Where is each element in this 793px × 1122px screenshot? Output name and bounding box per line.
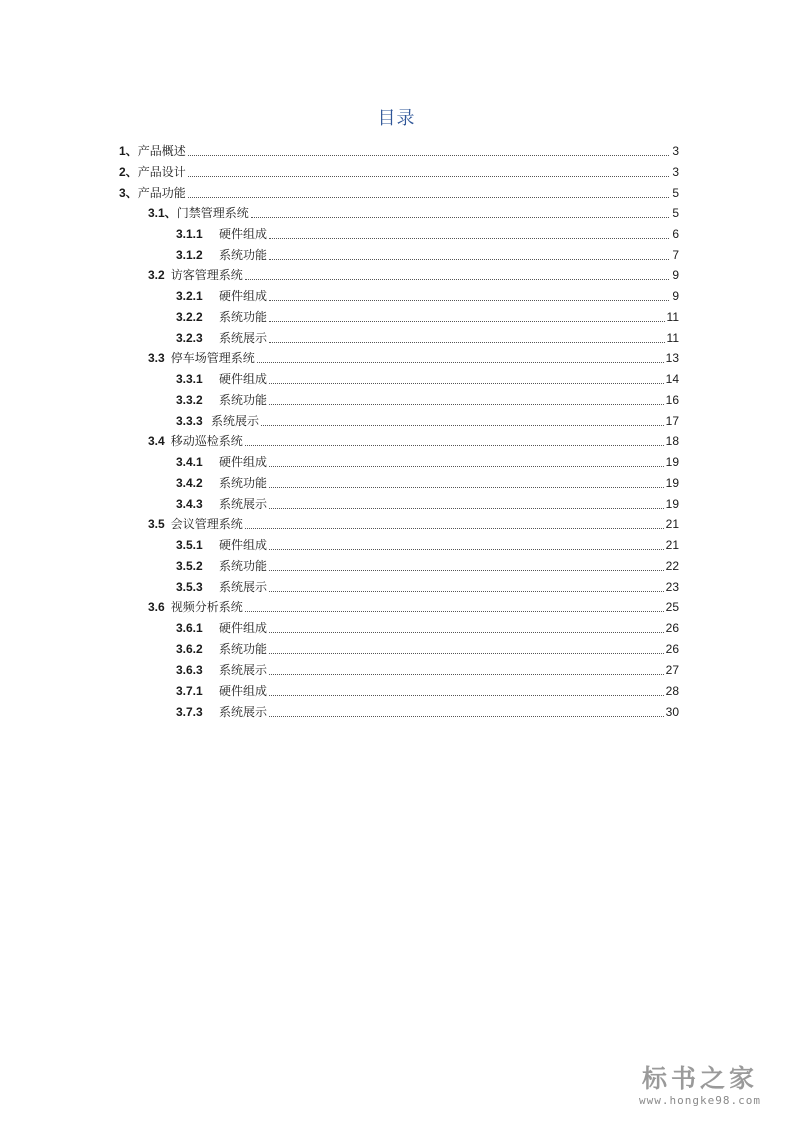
- toc-entry-number: 3.6: [148, 600, 165, 614]
- toc-entry[interactable]: [176, 658, 679, 678]
- toc-entry-label: 产品功能: [137, 186, 186, 200]
- toc-entry-label: 系统功能: [219, 310, 268, 324]
- toc-leader-dots: [269, 631, 664, 633]
- toc-leader-dots: [269, 320, 665, 322]
- toc-entry[interactable]: [148, 201, 679, 221]
- toc-entry[interactable]: [148, 512, 679, 532]
- toc-entry[interactable]: [148, 429, 679, 449]
- toc-leader-dots: [269, 465, 664, 467]
- toc-entry-number: 3.3.2: [176, 393, 203, 407]
- toc-entry-page: 11: [666, 331, 679, 345]
- toc-entry[interactable]: [176, 492, 679, 512]
- toc-entry-label: 硬件组成: [219, 289, 268, 303]
- toc-entry[interactable]: [176, 471, 679, 491]
- toc-entry-number: 3.1.2: [176, 248, 203, 262]
- toc-entry-page: 19: [665, 497, 679, 511]
- toc-entry[interactable]: [176, 222, 679, 242]
- toc-entry-page: 28: [665, 684, 679, 698]
- toc-entry-number: 3.6.2: [176, 642, 203, 656]
- toc-entry[interactable]: [176, 616, 679, 636]
- toc-entry-label: 系统功能: [219, 393, 268, 407]
- toc-entry-page: 18: [665, 434, 679, 448]
- toc-entry[interactable]: [176, 554, 679, 574]
- toc-entry-number: 3.6.3: [176, 663, 203, 677]
- toc-entry-label: 会议管理系统: [170, 517, 243, 531]
- toc-entry-page: 11: [666, 310, 679, 324]
- toc-entry-page: 9: [672, 268, 679, 282]
- toc-entry-number: 3.5.1: [176, 538, 203, 552]
- watermark-title: 标书之家: [641, 1064, 758, 1093]
- toc-leader-dots: [251, 216, 669, 218]
- toc-entry-number: 1、: [119, 144, 138, 158]
- toc-leader-dots: [188, 175, 669, 177]
- toc-entry-number: 3.2.2: [176, 310, 203, 324]
- toc-entry-number: 3.5.2: [176, 559, 203, 573]
- toc-entry[interactable]: [148, 595, 679, 615]
- toc-entry-number: 2、: [119, 165, 138, 179]
- toc-entry-page: 9: [672, 289, 679, 303]
- toc-entry[interactable]: [176, 326, 679, 346]
- toc-entry[interactable]: [176, 367, 679, 387]
- toc-entry-label: 系统功能: [219, 476, 268, 490]
- toc-title: 目录: [377, 108, 416, 129]
- toc-leader-dots: [269, 715, 664, 717]
- toc-leader-dots: [269, 382, 664, 384]
- toc-entry-page: 22: [665, 559, 679, 573]
- toc-entry-page: 3: [672, 165, 679, 179]
- toc-entry-page: 27: [665, 663, 679, 677]
- toc-leader-dots: [261, 424, 664, 426]
- toc-entry-label: 硬件组成: [219, 372, 268, 386]
- toc-entry-page: 17: [665, 414, 679, 428]
- toc-entry-label: 硬件组成: [219, 455, 268, 469]
- toc-entry-page: 23: [665, 580, 679, 594]
- toc-entry-page: 30: [665, 705, 679, 719]
- toc-leader-dots: [269, 673, 664, 675]
- toc-entry-label: 门禁管理系统: [176, 206, 249, 220]
- toc-entry[interactable]: [176, 243, 679, 263]
- toc-entry-label: 硬件组成: [219, 621, 268, 635]
- toc-entry-page: 5: [672, 186, 679, 200]
- toc-entry[interactable]: [176, 700, 679, 720]
- toc-entry-number: 3.2: [148, 268, 165, 282]
- toc-entry-label: 产品概述: [137, 144, 186, 158]
- toc-entry[interactable]: [176, 637, 679, 657]
- toc-entry[interactable]: [176, 450, 679, 470]
- toc-entry-number: 3.7.1: [176, 684, 203, 698]
- toc-entry-number: 3.3.1: [176, 372, 203, 386]
- toc-entry-label: 系统展示: [219, 705, 268, 719]
- toc-entry-page: 19: [665, 455, 679, 469]
- toc-entry[interactable]: [119, 139, 679, 159]
- toc-entry-page: 21: [665, 538, 679, 552]
- watermark-url: www.hongke98.com: [639, 1094, 761, 1107]
- toc-leader-dots: [269, 652, 664, 654]
- toc-entry-page: 14: [665, 372, 679, 386]
- toc-entry[interactable]: [148, 346, 679, 366]
- toc-entry[interactable]: [176, 284, 679, 304]
- toc-leader-dots: [269, 299, 669, 301]
- toc-entry-label: 产品设计: [137, 165, 186, 179]
- toc-entry[interactable]: [176, 575, 679, 595]
- toc-leader-dots: [245, 444, 664, 446]
- toc-entry-label: 系统展示: [211, 414, 260, 428]
- toc-entry-page: 16: [665, 393, 679, 407]
- toc-leader-dots: [188, 196, 669, 198]
- toc-leader-dots: [269, 548, 664, 550]
- toc-entry-page: 6: [672, 227, 679, 241]
- toc-entry[interactable]: [176, 533, 679, 553]
- toc-leader-dots: [269, 590, 664, 592]
- toc-entry-label: 视频分析系统: [170, 600, 243, 614]
- toc-entry[interactable]: [148, 263, 679, 283]
- toc-entry-label: 停车场管理系统: [170, 351, 255, 365]
- toc-leader-dots: [269, 569, 664, 571]
- toc-entry-number: 3.2.1: [176, 289, 203, 303]
- toc-entry-label: 访客管理系统: [170, 268, 243, 282]
- toc-entry-number: 3.1.1: [176, 227, 203, 241]
- toc-leader-dots: [245, 527, 664, 529]
- toc-entry[interactable]: [176, 679, 679, 699]
- toc-entry[interactable]: [176, 409, 679, 429]
- toc-entry-label: 系统展示: [219, 663, 268, 677]
- toc-entry-label: 系统展示: [219, 497, 268, 511]
- toc-entry-number: 3.7.3: [176, 705, 203, 719]
- toc-entry-page: 13: [665, 351, 679, 365]
- toc-entry-page: 7: [672, 248, 679, 262]
- toc-entry-page: 21: [665, 517, 679, 531]
- toc-entry-label: 移动巡检系统: [170, 434, 243, 448]
- toc-entry-number: 3.5: [148, 517, 165, 531]
- toc-entry-label: 硬件组成: [219, 538, 268, 552]
- toc-entry-label: 系统展示: [219, 580, 268, 594]
- toc-leader-dots: [269, 507, 664, 509]
- toc-entry-number: 3.1、: [148, 206, 177, 220]
- toc-leader-dots: [269, 237, 669, 239]
- toc-entry-label: 系统功能: [219, 248, 268, 262]
- toc-entry-page: 5: [672, 206, 679, 220]
- toc-entry-label: 系统功能: [219, 642, 268, 656]
- toc-entry-number: 3.3.3: [176, 414, 203, 428]
- toc-leader-dots: [245, 278, 669, 280]
- toc-entry[interactable]: [119, 181, 679, 201]
- toc-entry[interactable]: [119, 160, 679, 180]
- toc-entry-label: 硬件组成: [219, 227, 268, 241]
- toc-entry-page: 26: [665, 621, 679, 635]
- toc-entry-label: 硬件组成: [219, 684, 268, 698]
- toc-entry-label: 系统功能: [219, 559, 268, 573]
- toc-entry-label: 系统展示: [219, 331, 268, 345]
- toc-entry-number: 3.4: [148, 434, 165, 448]
- toc-leader-dots: [269, 403, 664, 405]
- toc-entry-number: 3.3: [148, 351, 165, 365]
- toc-entry-page: 19: [665, 476, 679, 490]
- site-watermark: [625, 1064, 775, 1108]
- toc-entry[interactable]: [176, 305, 679, 325]
- toc-leader-dots: [188, 154, 669, 156]
- toc-entry-page: 26: [665, 642, 679, 656]
- toc-entry-number: 3.5.3: [176, 580, 203, 594]
- toc-leader-dots: [269, 694, 664, 696]
- toc-entry[interactable]: [176, 388, 679, 408]
- toc-leader-dots: [269, 258, 669, 260]
- toc-leader-dots: [257, 361, 664, 363]
- toc-entry-page: 25: [665, 600, 679, 614]
- toc-entry-number: 3.4.1: [176, 455, 203, 469]
- toc-entry-number: 3.4.2: [176, 476, 203, 490]
- toc-entry-number: 3.4.3: [176, 497, 203, 511]
- toc-leader-dots: [269, 341, 665, 343]
- toc-entry-page: 3: [672, 144, 679, 158]
- toc-entry-number: 3.6.1: [176, 621, 203, 635]
- toc-leader-dots: [245, 610, 664, 612]
- toc-leader-dots: [269, 486, 664, 488]
- toc-entry-number: 3.2.3: [176, 331, 203, 345]
- toc-entry-number: 3、: [119, 186, 138, 200]
